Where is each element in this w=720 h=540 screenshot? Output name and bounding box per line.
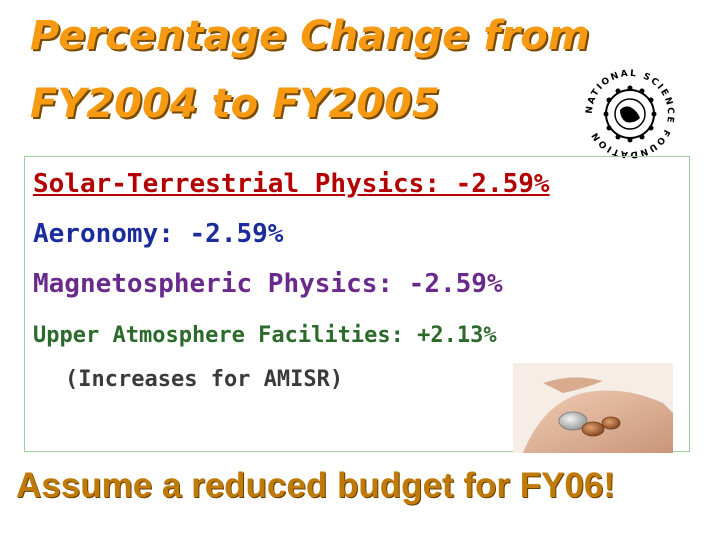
upper-atmosphere-facilities-item: Upper Atmosphere Facilities: +2.13%	[33, 323, 497, 348]
slide-title-line-2: FY2004 to FY2005	[30, 81, 440, 127]
slide-title-line-1: Percentage Change from	[30, 13, 590, 59]
amisr-note: (Increases for AMISR)	[65, 367, 344, 392]
content-box	[24, 156, 690, 452]
aeronomy-item: Aeronomy: -2.59%	[33, 219, 284, 249]
hand-with-coins-photo	[513, 363, 673, 453]
magnetospheric-physics-item: Magnetospheric Physics: -2.59%	[33, 269, 503, 299]
solar-terrestrial-physics-item: Solar-Terrestrial Physics: -2.59%	[33, 169, 550, 199]
nsf-seal-icon	[576, 68, 684, 160]
logo-ring-text: NATIONAL SCIENCE FOUNDATION	[584, 68, 676, 160]
footer-message: Assume a reduced budget for FY06!	[16, 466, 616, 505]
